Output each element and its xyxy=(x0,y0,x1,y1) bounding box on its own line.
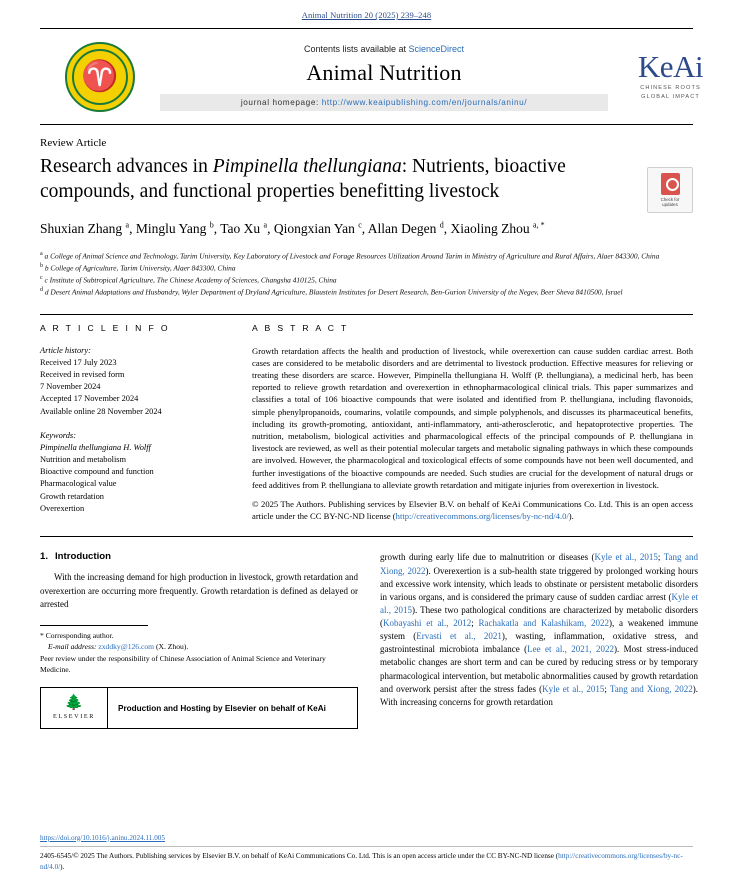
abstract-text: Growth retardation affects the health and production of livestock, while overexertion can cause sudden cardiac arrest. Both cases are considered to be metabolic disorders and are detrimental to livestock production. Effective measures for relieving or treating these disorders are scarce. However, Pimpinella thellungiana H. Wolff (P. thellungiana), a medicinal herb, has been reported to relieve growth retardation and overexertion in ethnopharmacological clinical trials. This paper summarizes and classifies a total of 106 bioactive compounds that were isolated and identified from P. thellungiana, including flavonoids, simple phenylpropanoids, coumarins, volatile compounds, and simple polyphenols, and discusses its pharmaceutical benefits, including its growth-promoting, antioxidant, anti-inflammatory, anti-atherosclerotic, and hepatoprotective properties. The nutrition, metabolism, biological activities and pharmacological effects of the principal compounds of P. thellungiana in livestock are reviewed, as well as their potential molecular targets and metabolic signaling pathways in which these compounds are involved. However, the pharmacological and toxicological effects of some compounds have not been well documented, and further investigations of the bioactive compounds are needed. Such studies are crucial for the development of natural drugs or feed additives from P. thellungiana to alleviate growth retardation and mitigate injuries from overexertion in livestock. xyxy=(252,345,693,490)
history-label: Article history: xyxy=(40,345,91,355)
text-run: ), wasting, inflammation, oxidative stress, and gastrointestinal microbiota imbalance ( xyxy=(380,631,699,655)
text-run: ; xyxy=(471,618,479,629)
abstract-copyright xyxy=(252,498,693,522)
copyright-line-2-suffix: ). xyxy=(568,511,574,522)
section-heading xyxy=(40,551,358,562)
sciencedirect-link[interactable]: ScienceDirect xyxy=(408,44,465,54)
citation-link[interactable]: Kyle et al., 2015 xyxy=(380,591,698,615)
citation-link[interactable]: Kobayashi et al., 2012 xyxy=(383,618,472,629)
text-run: ). Most stress-induced metabolic changes are short term and can be cured by reducing stress or by temporary pharmacological intervention, but metabolic abnormalities caused by growth retardation and overwork persist after the stress fades ( xyxy=(380,644,698,694)
production-hosting-box xyxy=(40,687,358,729)
footer-line-1: 2405-6545/© 2025 The Authors. Publishing services by Elsevier B.V. on behalf of KeAi Communications Co. Ltd. This is an open access article under the CC BY-NC-ND license xyxy=(40,851,554,860)
keyword-item: Overexertion xyxy=(40,503,85,513)
copyright-line-2-prefix: This is an open access article under the CC BY-NC-ND license ( xyxy=(252,499,693,522)
text-run: ). With increasing concerns for growth retardation xyxy=(380,683,698,707)
intro-paragraph-right xyxy=(380,551,698,709)
footer-divider xyxy=(40,846,693,847)
right-column xyxy=(380,551,698,729)
citation-link[interactable]: Ervasti et al., 2021 xyxy=(416,631,502,642)
journal-logo xyxy=(40,29,160,124)
title-species: Pimpinella thellungiana xyxy=(212,156,402,177)
citation-link[interactable]: Tang and Xiong, 2022 xyxy=(609,683,693,694)
author-list: Shuxian Zhang $^a$, Minglu Yang $^b$, Tao Xu $^a$, Qiongxian Yan $^c$, Allan Degen $^d$, Xiaoling Zhou $^{a, *}$ xyxy=(40,220,545,236)
homepage-prefix: journal homepage: xyxy=(240,98,322,107)
peer-review-note: Peer review under the responsibility of Chinese Association of Animal Science and Veterinary Medicine. xyxy=(40,653,326,674)
article-info-heading: A R T I C L E I N F O xyxy=(40,322,170,333)
text-run: ). Overexertion is a sub-health state triggered by prolonged working hours and excessive work intensity, which leads to obstinate or persistent metabolic disorders in various organs, and is considered the primary cause of sudden cardiac arrest ( xyxy=(380,565,698,602)
page-footer xyxy=(40,833,693,873)
production-hosting-text: Production and Hosting by Elsevier on behalf of KeAi xyxy=(118,703,326,713)
article-head xyxy=(40,137,693,298)
history-item: Accepted 17 November 2024 xyxy=(40,394,139,404)
citation-link[interactable]: Rachakatla and Kalashikam, 2022 xyxy=(478,618,610,629)
journal-logo-glyph: ♈ xyxy=(72,49,128,105)
journal-homepage-bar xyxy=(160,94,608,111)
page-title xyxy=(40,155,600,205)
article-info-column xyxy=(40,323,230,523)
keyword-item: Bioactive compound and function xyxy=(40,467,154,477)
history-item: 7 November 2024 xyxy=(40,382,101,392)
journal-logo-icon xyxy=(65,42,135,112)
contents-line xyxy=(304,44,464,54)
affiliation-d: $^d$ d Desert Animal Adaptations and Husbandry, Wyler Department of Dryland Agriculture, Blaustein Institutes for Desert Research, Ben-Gurion University of the Negev, Beer Sheva 8410500, Israel xyxy=(40,286,623,297)
citation-link[interactable]: Kyle et al., 2015 xyxy=(542,683,605,694)
affiliations xyxy=(40,250,693,298)
email-link[interactable]: zxddky@126.com xyxy=(98,642,155,652)
citation-link[interactable]: Kyle et al., 2015 xyxy=(594,552,658,563)
elsevier-logo xyxy=(41,688,108,728)
keai-tagline: CHINESE ROOTS GLOBAL IMPACT xyxy=(640,85,701,100)
keyword-item: Growth retardation xyxy=(40,491,104,501)
email-line xyxy=(40,641,358,652)
section-title: Introduction xyxy=(55,551,111,563)
corresponding-author: * Corresponding author. xyxy=(40,630,114,640)
article-history xyxy=(40,345,230,418)
crossmark-icon xyxy=(661,173,680,195)
journal-title: Animal Nutrition xyxy=(306,60,462,85)
keyword-item: Pimpinella thellungiana H. Wolff xyxy=(40,442,151,452)
intro-paragraph-left: With the increasing demand for high production in livestock, growth retardation and overexertion are occurring more frequently. Growth retardation is defined as delayed or arrested xyxy=(40,572,358,609)
homepage-link[interactable]: http://www.keaipublishing.com/en/journals/aninu/ xyxy=(321,98,528,107)
footnote-block xyxy=(40,630,358,676)
abstract-column xyxy=(252,323,693,523)
text-run: ; xyxy=(604,683,610,694)
text-run: ). These two pathological conditions are characterized by metabolic disorders ( xyxy=(380,604,698,629)
crossmark-label: Check for updates xyxy=(660,196,680,207)
section-number: 1. xyxy=(40,551,49,563)
footnote-separator xyxy=(40,625,148,626)
citation-link[interactable]: Lee et al., 2021, 2022 xyxy=(527,644,614,655)
contents-prefix: Contents lists available at xyxy=(303,44,409,54)
email-owner: (X. Zhou). xyxy=(155,642,189,652)
history-item: Received 17 July 2023 xyxy=(40,357,117,367)
affiliation-c: $^c$ c Institute of Subtropical Agriculture, The Chinese Academy of Sciences, Changsha 410125, China xyxy=(40,274,337,285)
email-label: E-mail address: xyxy=(48,642,97,652)
citation-link[interactable]: Tang and Xiong, 2022 xyxy=(380,552,698,576)
left-column xyxy=(40,551,358,729)
history-item: Received in revised form xyxy=(40,369,125,379)
keywords xyxy=(40,430,230,515)
divider-bottom xyxy=(40,536,693,537)
masthead-center xyxy=(160,29,608,124)
affiliation-a: $^a$ a College of Animal Science and Technology, Tarim University, Key Laboratory of Livestock and Forage Resources Utilization Around Tarim in Ministry of Agriculture and Rural Affairs, Alaer 843300, China xyxy=(40,250,660,261)
publisher-logo xyxy=(608,29,733,124)
keywords-label: Keywords: xyxy=(40,430,76,440)
footer-line-2-suffix: ). xyxy=(60,862,65,871)
elsevier-tree-icon: 🌲 xyxy=(64,695,84,712)
journal-masthead xyxy=(40,28,704,125)
abstract-heading: A B S T R A C T xyxy=(252,322,349,333)
keai-wordmark: KeAi xyxy=(637,48,704,84)
footer-license-link[interactable]: http://creativecommons.org/licenses/by-nc-nd/4.0/ xyxy=(40,851,683,871)
title-part-1: Research advances in xyxy=(40,156,213,177)
keyword-item: Nutrition and metabolism xyxy=(40,455,127,465)
license-link[interactable]: http://creativecommons.org/licenses/by-nc-nd/4.0/ xyxy=(395,511,569,522)
text-run: growth during early life due to malnutrition or diseases ( xyxy=(380,552,595,563)
body-columns xyxy=(40,551,699,729)
doi-link[interactable]: https://doi.org/10.1016/j.aninu.2024.11.005 xyxy=(40,833,165,842)
footer-copyright: 2405-6545/© 2025 The Authors. Publishing services by Elsevier B.V. on behalf of KeAi Communications Co. Ltd. This is an open access article under the CC BY-NC-ND license (http://creativecommons.org/licenses/by-nc-nd/4.0/). xyxy=(40,851,683,871)
journal-reference: Animal Nutrition 20 (2025) 239–248 xyxy=(301,10,432,20)
crossmark-badge[interactable] xyxy=(647,167,693,213)
divider-top xyxy=(40,314,693,315)
title-part-2: : Nutrients, bioactive compounds, and functional properties benefitting livestock xyxy=(40,156,566,202)
copyright-line-1: © 2025 The Authors. Publishing services by Elsevier B.V. on behalf of KeAi Communications Co. Ltd. xyxy=(252,499,613,510)
affiliation-b: $^b$ b College of Agriculture, Tarim University, Alaer 843300, China xyxy=(40,262,236,273)
text-run: ), a weakened immune system ( xyxy=(380,618,699,642)
keyword-item: Pharmacological value xyxy=(40,479,117,489)
text-run: ; xyxy=(657,552,664,563)
history-item: Available online 28 November 2024 xyxy=(40,406,162,416)
elsevier-name: ELSEVIER xyxy=(52,713,95,721)
article-type: Review Article xyxy=(40,137,107,149)
abstract-section xyxy=(40,323,693,523)
